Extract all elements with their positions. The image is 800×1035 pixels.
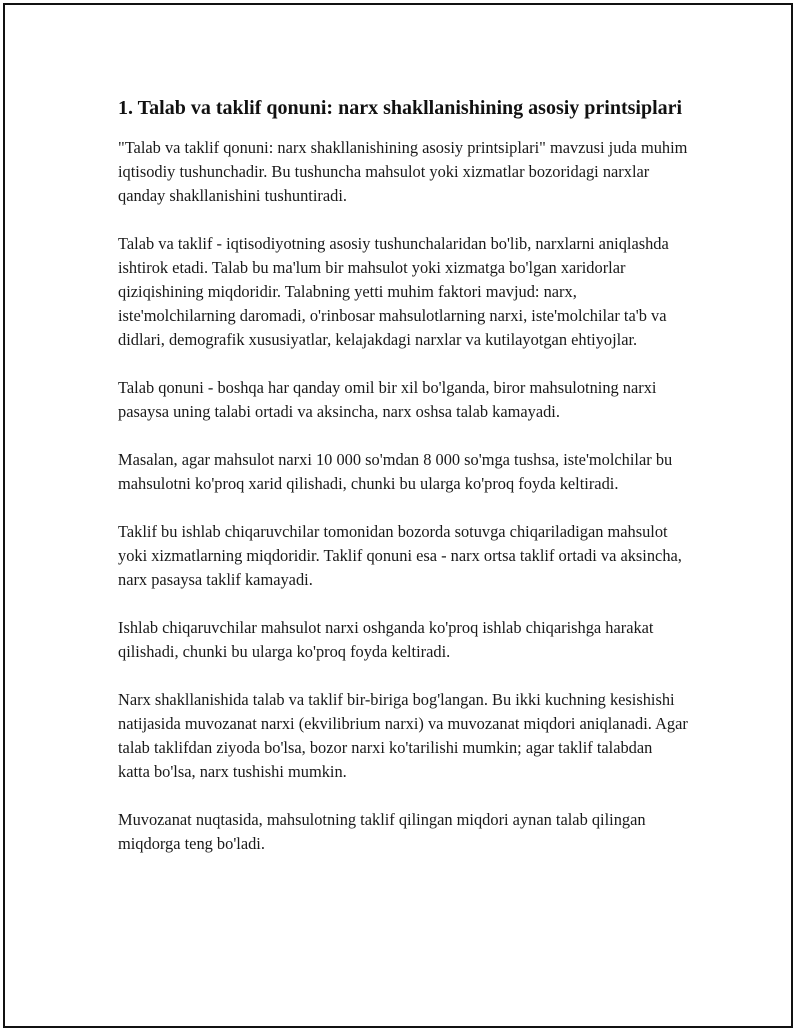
paragraph-law-of-demand: Talab qonuni - boshqa har qanday omil bir xil bo'lganda, biror mahsulotning narxi pasaysa uning talabi ortadi va aksincha, narx oshsa talab kamayadi. xyxy=(118,378,657,421)
paragraph-demand-definition: Talab va taklif - iqtisodiyotning asosiy tushunchalaridan bo'lib, narxlarni aniqlashda ishtirok etadi. Talab bu ma'lum bir mahsulot yoki xizmatga bo'lgan xaridorlar qiziqishining miqdoridir. Talabning yetti muhim faktori mavjud: narx, iste'molchilarning daromadi, o'rinbosar mahsulotlarning narxi, iste'molchilar ta'b va didlari, demografik xususiyatlar, kelajakdagi narxlar va kutilayotgan ehtiyojlar. xyxy=(118,234,669,349)
document-body xyxy=(118,94,688,880)
paragraph-equilibrium-point: Muvozanat nuqtasida, mahsulotning taklif qilingan miqdori aynan talab qilingan miqdorga teng bo'ladi. xyxy=(118,810,646,853)
document-title: 1. Talab va taklif qonuni: narx shakllanishining asosiy printsiplari xyxy=(118,97,683,119)
paragraph-demand-example: Masalan, agar mahsulot narxi 10 000 so'mdan 8 000 so'mga tushsa, iste'molchilar bu mahsulotni ko'proq xarid qilishadi, chunki bu ularga ko'proq foyda keltiradi. xyxy=(118,450,673,493)
paragraph-equilibrium: Narx shakllanishida talab va taklif bir-biriga bog'langan. Bu ikki kuchning kesishishi natijasida muvozanat narxi (ekvilibrium narxi) va muvozanat miqdori aniqlanadi. Agar talab taklifdan ziyoda bo'lsa, bozor narxi ko'tarilishi mumkin; agar taklif talabdan katta bo'lsa, narx tushishi mumkin. xyxy=(118,690,688,781)
paragraph-supply-definition: Taklif bu ishlab chiqaruvchilar tomonidan bozorda sotuvga chiqariladigan mahsulot yoki xizmatlarning miqdoridir. Taklif qonuni esa - narx ortsa taklif ortadi va aksincha, narx pasaysa taklif kamayadi. xyxy=(118,522,682,589)
paragraph-producers: Ishlab chiqaruvchilar mahsulot narxi oshganda ko'proq ishlab chiqarishga harakat qilishadi, chunki bu ularga ko'proq foyda keltiradi. xyxy=(118,618,654,661)
paragraph-intro: "Talab va taklif qonuni: narx shakllanishining asosiy printsiplari" mavzusi juda muhim iqtisodiy tushunchadir. Bu tushuncha mahsulot yoki xizmatlar bozoridagi narxlar qanday shakllanishini tushuntiradi. xyxy=(118,138,688,205)
